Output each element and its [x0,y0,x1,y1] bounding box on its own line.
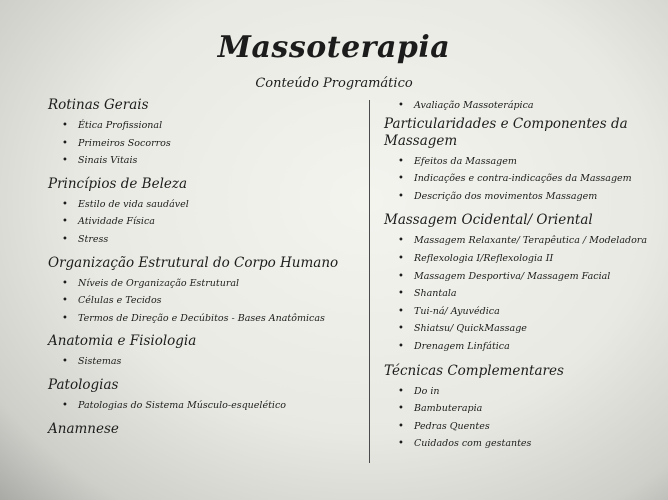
section-rotinas-gerais [48,97,358,170]
list-item: • Efeitos da Massagem [384,153,664,171]
list-item: • Termos de Direção e Decúbitos - Bases Anatômicas [48,310,358,328]
section-heading: Massagem Ocidental/ Oriental [384,212,593,229]
list-item: • Tui-ná/ Ayuvédica [384,303,664,321]
list-item: • Reflexologia I/Reflexologia II [384,250,664,268]
list-item: • Níveis de Organização Estrutural [48,275,358,293]
list-item: • Do in [384,383,664,401]
list-item: • Ética Profissional [48,117,358,135]
section-heading: Princípios de Beleza [48,175,188,192]
item-list [48,117,358,170]
list-item: • Massagem Desportiva/ Massagem Facial [384,268,664,286]
list-item: • Sinais Vitais [48,152,358,170]
item-list [384,97,664,115]
list-item: • Patologias do Sistema Músculo-esquelético [48,397,358,415]
section-tecnicas-complementares [384,363,664,453]
document-title: Massoterapia [217,30,451,65]
item-list [384,383,664,453]
section-heading: Patologias [48,376,119,393]
document-subtitle: Conteúdo Programático [255,76,413,91]
list-item: • Primeiros Socorros [48,135,358,153]
list-item: • Massagem Relaxante/ Terapêutica / Modeladora [384,232,664,250]
list-item: • Shantala [384,285,664,303]
list-item: • Indicações e contra-indicações da Massagem [384,170,664,188]
section-heading: Rotinas Gerais [48,97,149,113]
item-list [48,196,358,249]
section-particularidades [384,116,664,206]
list-item: • Pedras Quentes [384,418,664,436]
section-massagem-ocidental-oriental [384,212,664,355]
item-list [48,397,358,415]
list-item: • Drenagem Linfática [384,338,664,356]
list-item: • Cuidados com gestantes [384,435,664,453]
section-heading: Técnicas Complementares [384,362,564,379]
section-heading: Anamnese [48,420,119,437]
item-list [384,232,664,355]
column-divider [369,100,370,463]
left-column [48,97,358,444]
list-item: • Avaliação Massoterápica [384,97,664,115]
section-heading: Anatomia e Fisiologia [48,333,197,350]
list-item: • Bambuterapia [384,400,664,418]
list-item: • Estilo de vida saudável [48,196,358,214]
item-list [384,153,664,206]
section-anamnese [48,421,358,438]
list-item: • Células e Tecidos [48,292,358,310]
list-item: • Stress [48,231,358,249]
section-principios-de-beleza [48,176,358,249]
list-item: • Atividade Física [48,213,358,231]
section-organizacao-estrutural [48,255,358,328]
item-list [48,353,358,371]
list-item: • Descrição dos movimentos Massagem [384,188,664,206]
right-column [384,97,664,460]
section-patologias [48,377,358,415]
section-heading: Particularidades e Componentes da Massagem [384,115,628,149]
section-anatomia-e-fisiologia [48,333,358,371]
section-heading: Organização Estrutural do Corpo Humano [48,254,339,271]
list-item: • Shiatsu/ QuickMassage [384,320,664,338]
item-list [48,275,358,328]
list-item: • Sistemas [48,353,358,371]
